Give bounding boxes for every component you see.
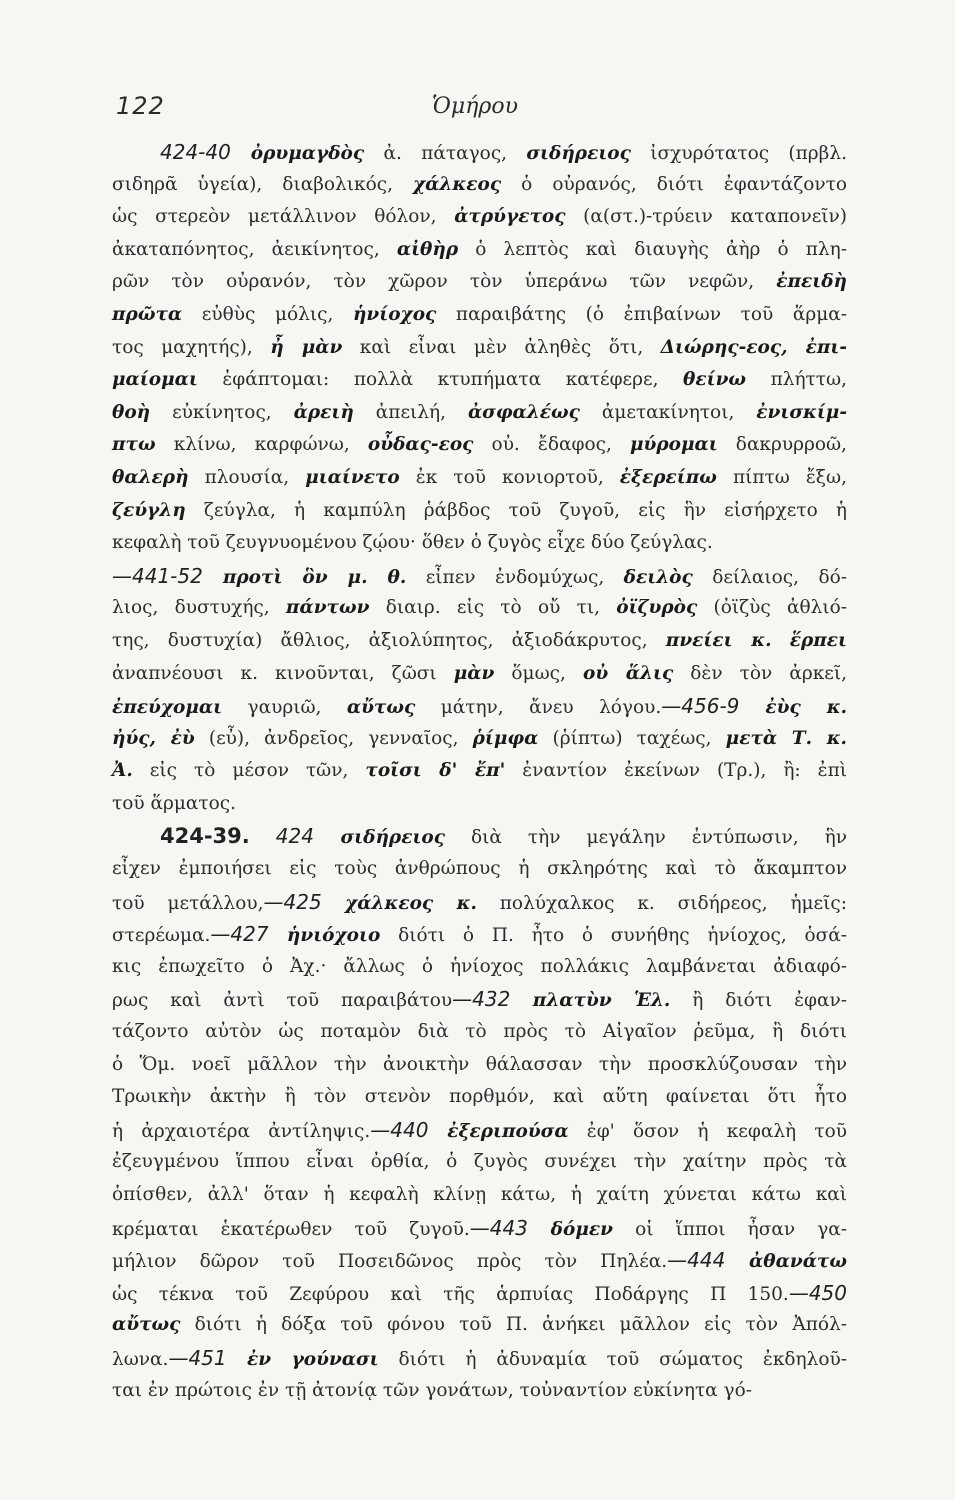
- text-segment: [250, 827, 276, 848]
- text-segment: κρέμαται ἑκατέρωθεν τοῦ ζυγοῦ.: [112, 1218, 470, 1240]
- lemma-term: σιδήρειος: [526, 143, 631, 164]
- text-segment: δὲν τὸν ἀρκεῖ,: [673, 662, 847, 684]
- lemma-term: οὖδας-εος: [367, 434, 474, 456]
- lemma-term: μὰν: [453, 662, 495, 684]
- text-segment: ἀναπνέουσι κ. κινοῦνται, ζῶσι: [112, 662, 454, 684]
- lemma-term: ἐξερείπω: [619, 466, 717, 488]
- lemma-term: ἐξεριπούσα: [428, 1120, 569, 1142]
- text-segment: πίπτω ἔξω,: [716, 466, 847, 488]
- text-segment: Τρωικὴν ἀκτὴν ἢ τὸν στενὸν πορθμόν, καὶ αὕτη φαίνεται ὅτι ἦτο: [112, 1086, 847, 1108]
- text-segment: διότι ἡ δόξα τοῦ φόνου τοῦ Π. ἀνήκει μᾶλλον εἰς τὸν Ἀπόλ-: [180, 1314, 847, 1336]
- lemma-term: ἀτρύγετος: [454, 206, 566, 228]
- text-line: [112, 820, 847, 853]
- lemma-term: πάντων: [285, 597, 370, 619]
- text-segment: εἶπεν ἐνδομύχως,: [406, 566, 624, 588]
- text-line: [112, 364, 847, 397]
- text-segment: ἡ ἀρχαιοτέρα ἀντίληψις.: [112, 1120, 371, 1142]
- text-segment: (ὀϊζὺς ἀθλιό-: [697, 597, 847, 619]
- text-line: [112, 1016, 847, 1049]
- text-line: [112, 495, 847, 528]
- lemma-term: μύρομαι: [629, 434, 718, 456]
- text-segment: παραιβάτης (ὁ ἐπιβαίνων τοῦ ἅρμα-: [436, 303, 847, 325]
- text-segment: διότι ὁ Π. ἦτο ὁ συνήθης ἡνίοχος, ὁσά-: [380, 925, 847, 947]
- lemma-term: πλατὺν Ἑλ.: [510, 990, 671, 1012]
- text-segment: εἶχεν ἐμποιήσει εἰς τοὺς ἀνθρώπους ἡ σκληρότης καὶ τὸ ἄκαμπτον: [112, 858, 847, 880]
- line-reference: —444: [667, 1248, 726, 1273]
- line-reference: —443: [469, 1215, 528, 1240]
- lemma-term: τοῖσι δ' ἔπ': [365, 760, 506, 782]
- text-segment: ἀ. πάταγος,: [364, 143, 527, 164]
- text-segment: ὡς τέκνα τοῦ Ζεφύρου καὶ τῆς ἁρπυίας Ποδάργης Π 150.: [112, 1283, 789, 1305]
- text-segment: ρῶν τὸν οὐρανόν, τὸν χῶρον τὸν ὑπεράνω τῶν νεφῶν,: [112, 271, 777, 293]
- text-line: [112, 1212, 847, 1245]
- lemma-term: αἰθὴρ: [396, 238, 459, 260]
- lemma-term: πνείει κ.: [665, 629, 772, 651]
- lemma-term: οὐ ἅλις: [582, 662, 674, 684]
- text-segment: ἀμετακίνητοι,: [579, 401, 757, 423]
- lemma-term: δειλὸς: [623, 566, 693, 588]
- text-segment: μάτην, ἄνευ λόγου.: [415, 697, 662, 719]
- text-segment: πολύχαλκος κ. σιδήρεος, ἡμεῖς:: [476, 892, 847, 914]
- line-reference: 424-40: [160, 140, 231, 164]
- text-segment: (ῥίπτω) ταχέως,: [538, 727, 726, 749]
- text-segment: οἱ ἵπποι ἦσαν γα-: [612, 1218, 848, 1240]
- lemma-term: δόμεν: [527, 1218, 613, 1240]
- text-segment: ἐφ' ὅσον ἡ κεφαλὴ τοῦ: [568, 1120, 847, 1142]
- text-segment: ἢ διότι ἐφαν-: [670, 990, 847, 1012]
- lemma-term: ἐὺς κ.: [739, 697, 848, 719]
- text-line: [112, 201, 847, 234]
- text-segment: δακρυρροῶ,: [717, 434, 847, 456]
- text-line: [112, 1114, 847, 1147]
- text-segment: τάζοντο αὐτὸν ὡς ποταμὸν διὰ τὸ πρὸς τὸ Αἰγαῖον ῥεῦμα, ἢ διότι: [112, 1021, 847, 1043]
- text-segment: ὡς στερεὸν μετάλλινον θόλον,: [112, 206, 455, 228]
- text-line: [112, 1049, 847, 1082]
- lemma-term: μιαίνετο: [305, 466, 400, 488]
- text-line: [112, 983, 847, 1016]
- text-segment: κις ἐπωχεῖτο ὁ Ἀχ.· ἄλλως ὁ ἡνίοχος πολλάκις λαμβάνεται ἀδιαφό-: [112, 955, 847, 977]
- text-line: [112, 951, 847, 984]
- lemma-term: Διώρης-εος, ἐπι-: [660, 336, 848, 358]
- text-line: [112, 234, 847, 267]
- lemma-term: αὔτως: [346, 697, 416, 719]
- text-segment: ται ἐν πρώτοις ἐν τῇ ἀτονίᾳ τῶν γονάτων, τοὐναντίον εὐκίνητα γό-: [112, 1379, 752, 1401]
- text-line: [112, 462, 847, 495]
- text-line: [112, 1081, 847, 1114]
- lemma-term: πτω: [112, 434, 156, 456]
- text-line: [112, 1309, 847, 1342]
- lemma-term: ἐν γούνασι: [226, 1348, 379, 1370]
- text-segment: λιος, δυστυχής,: [112, 597, 286, 619]
- text-segment: πλήττω,: [746, 369, 847, 391]
- text-line: [112, 169, 847, 202]
- text-line: [112, 527, 847, 560]
- lemma-term: ἀθανάτω: [725, 1251, 847, 1273]
- lemma-term: ἡνίοχος: [352, 303, 437, 325]
- line-reference: —440: [370, 1117, 429, 1142]
- text-segment: κλίνω, καρφώνω,: [155, 434, 368, 456]
- lemma-term: θαλερὴ: [112, 466, 189, 488]
- text-line: [112, 397, 847, 430]
- text-segment: ὀπίσθεν, ἀλλ' ὅταν ἡ κεφαλὴ κλίνῃ κάτω, ἡ χαίτη χύνεται κάτω καὶ: [112, 1184, 847, 1205]
- lemma-term: ἦ μὰν: [270, 336, 343, 358]
- text-segment: τος μαχητής),: [112, 336, 271, 358]
- lemma-term: χάλκεος: [413, 173, 502, 195]
- lemma-term: ζεύγλη: [112, 499, 186, 521]
- text-line: [112, 332, 847, 365]
- text-segment: γαυριῶ,: [222, 697, 347, 719]
- lemma-term: ἐνισκίμ-: [756, 401, 847, 423]
- text-segment: ὅμως,: [494, 662, 583, 684]
- text-line: [112, 918, 847, 951]
- text-segment: στερέωμα.: [112, 925, 211, 947]
- page-header: [112, 92, 847, 132]
- lemma-term: ὀρυμαγδὸς: [230, 143, 365, 164]
- text-segment: εἰς τὸ μέσον τῶν,: [132, 760, 366, 782]
- lemma-term: ἡνιόχοιο: [268, 925, 381, 947]
- text-segment: ἀκαταπόνητος, ἀεικίνητος,: [112, 238, 397, 260]
- lemma-term: θείνω: [683, 369, 747, 391]
- lemma-term: ἀσφαλέως: [467, 401, 580, 423]
- lemma-term: Ἀ.: [112, 760, 133, 782]
- text-segment: διότι ἡ ἀδυναμία τοῦ σώματος ἐκδηλοῦ-: [378, 1348, 847, 1370]
- lemma-term: προτὶ ὃν μ. θ.: [202, 566, 407, 588]
- text-segment: σιδηρᾶ ὑγεία), διαβολικός,: [112, 173, 414, 195]
- text-segment: τοῦ ἅρματος.: [112, 792, 236, 814]
- line-reference: —432: [452, 987, 511, 1012]
- text-segment: πλουσία,: [188, 466, 306, 488]
- text-segment: δείλαιος, δό-: [692, 566, 847, 588]
- line-reference: —441-52: [112, 563, 203, 588]
- text-segment: [772, 630, 790, 651]
- line-reference: —456-9: [661, 694, 740, 719]
- text-segment: ζεύγλα, ἡ καμπύλη ῥάβδος τοῦ ζυγοῦ, εἰς ἣν εἰσήρχετο ἡ: [185, 499, 847, 521]
- text-segment: ὁ Ὅμ. νοεῖ μᾶλλον τὴν ἀνοικτὴν θάλασσαν τὴν προσκλύζουσαν τὴν: [112, 1053, 847, 1075]
- lemma-term: πρῶτα: [112, 303, 183, 325]
- text-segment: εὐκίνητος,: [150, 401, 294, 423]
- lemma-term: αὔτως: [112, 1314, 181, 1336]
- lemma-term: χάλκεος κ.: [321, 892, 477, 914]
- lemma-term: σιδήρειος: [313, 827, 446, 849]
- text-line: [112, 299, 847, 332]
- text-line: [112, 886, 847, 919]
- text-line: [112, 560, 847, 593]
- text-line: [112, 1342, 847, 1375]
- lemma-term: ἕρπει: [789, 629, 847, 651]
- text-segment: καὶ εἶναι μὲν ἀληθὲς ὅτι,: [342, 336, 661, 358]
- text-segment: της, δυστυχία) ἄθλιος, ἀξιολύπητος, ἀξιοδάκρυτος,: [112, 629, 666, 651]
- text-segment: ἐναντίον ἐκείνων (Τρ.), ἢ: ἐπὶ: [505, 760, 847, 782]
- running-title: Ὁμήρου: [432, 94, 518, 119]
- text-line: [112, 429, 847, 462]
- text-segment: ἐφάπτομαι: πολλὰ κτυπήματα κατέφερε,: [197, 369, 684, 391]
- line-reference: 424-39.: [160, 824, 250, 849]
- text-segment: μήλιον δῶρον τοῦ Ποσειδῶνος πρὸς τὸν Πηλέα.: [112, 1251, 668, 1273]
- text-line: [112, 1179, 847, 1212]
- lemma-term: ἐπειδὴ: [776, 271, 847, 293]
- text-segment: διαιρ. εἰς τὸ οὔ τι,: [369, 597, 617, 619]
- line-reference: 424: [275, 824, 314, 849]
- text-line: [112, 723, 847, 756]
- text-segment: (α(στ.)-τρύειν καταπονεῖν): [565, 206, 847, 228]
- lemma-term: ῥίμφα: [472, 727, 539, 749]
- text-line: [112, 1146, 847, 1179]
- text-segment: ἰσχυρότατος (πρβλ.: [630, 143, 847, 164]
- text-segment: ρως καὶ ἀντὶ τοῦ παραιβάτου: [112, 990, 453, 1012]
- text-line: [112, 658, 847, 691]
- text-segment: εὐθὺς μόλις,: [182, 303, 353, 325]
- text-segment: λωνα.: [112, 1348, 169, 1370]
- text-segment: οὐ. ἔδαφος,: [473, 434, 630, 456]
- text-line: [112, 136, 847, 169]
- text-segment: (εὖ), ἀνδρεῖος, γενναῖος,: [194, 727, 473, 749]
- text-segment: ὁ οὐρανός, διότι ἐφαντάζοντο: [501, 173, 847, 195]
- text-line: [112, 266, 847, 299]
- text-line: [112, 690, 847, 723]
- line-reference: —450: [788, 1280, 847, 1305]
- line-reference: —451: [168, 1345, 227, 1370]
- text-line: [112, 788, 847, 821]
- text-line: [112, 755, 847, 788]
- text-line: [112, 1375, 847, 1408]
- text-segment: ἀπειλή,: [353, 401, 468, 423]
- line-reference: —425: [263, 889, 322, 914]
- text-line: [112, 592, 847, 625]
- lemma-term: ἐπεύχομαι: [112, 697, 223, 719]
- lemma-term: ἠύς, ἐὺ: [112, 727, 195, 749]
- text-segment: διὰ τὴν μεγάλην ἐντύπωσιν, ἣν: [445, 827, 847, 849]
- lemma-term: ἀρειὴ: [293, 401, 354, 423]
- lemma-term: μετὰ Τ. κ.: [725, 727, 847, 749]
- text-line: [112, 1244, 847, 1277]
- text-segment: ὁ λεπτὸς καὶ διαυγὴς ἀὴρ ὁ πλη-: [458, 238, 847, 260]
- text-line: [112, 853, 847, 886]
- page-number: 122: [116, 92, 165, 120]
- commentary-text: [112, 136, 847, 1407]
- text-segment: ἐζευγμένου ἵππου εἶναι ὀρθία, ὁ ζυγὸς συνέχει τὴν χαίτην πρὸς τὰ: [112, 1151, 847, 1173]
- text-segment: τοῦ μετάλλου,: [112, 892, 264, 914]
- text-line: [112, 625, 847, 658]
- text-segment: κεφαλὴ τοῦ ζευγνυομένου ζῴου· ὅθεν ὁ ζυγὸς εἶχε δύο ζεύγλας.: [112, 532, 713, 554]
- text-line: [112, 1277, 847, 1310]
- lemma-term: θοὴ: [112, 401, 151, 423]
- lemma-term: ὀϊζυρὸς: [616, 597, 698, 619]
- text-segment: ἐκ τοῦ κονιορτοῦ,: [399, 466, 620, 488]
- line-reference: —427: [210, 922, 269, 947]
- lemma-term: μαίομαι: [112, 369, 198, 391]
